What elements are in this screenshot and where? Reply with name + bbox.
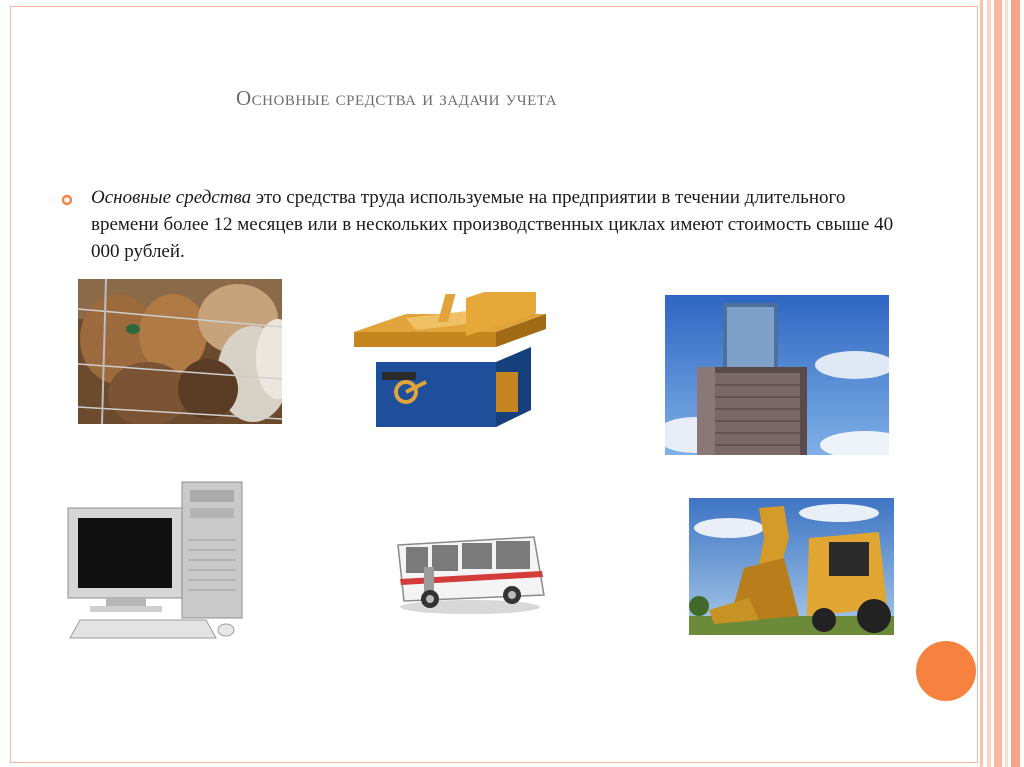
definition-paragraph bbox=[91, 184, 901, 265]
term-emphasis: Основные средства bbox=[91, 187, 252, 208]
excavator-photo bbox=[689, 498, 894, 635]
decorative-side-stripes bbox=[978, 0, 1024, 767]
definition-text: это средства труда используемые на предприятии в течении длительного времени более 12 месяцев или в нескольких производственных циклах имеют стоимость свыше 40 000 рублей. bbox=[91, 187, 894, 262]
accent-circle bbox=[916, 641, 976, 701]
office-building-photo bbox=[665, 295, 889, 455]
livestock-photo bbox=[78, 279, 282, 424]
bullet-ring-icon bbox=[61, 194, 73, 206]
table-saw-machine-icon bbox=[346, 292, 556, 437]
desktop-computer-icon bbox=[66, 480, 246, 642]
slide-title: Основные средства и задачи учета bbox=[236, 86, 558, 110]
bus-icon bbox=[394, 535, 546, 615]
